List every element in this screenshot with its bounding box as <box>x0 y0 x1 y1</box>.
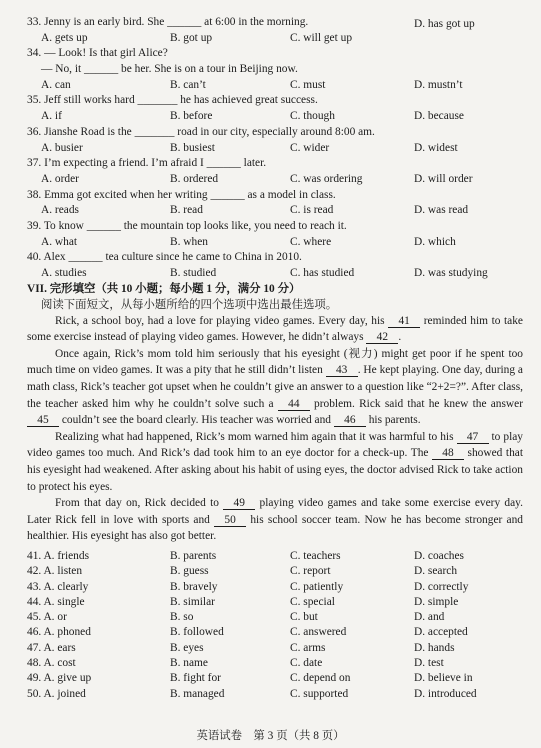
answer-option: 46. A. phoned <box>27 626 91 639</box>
question-33 <box>27 14 523 30</box>
answer-row <box>27 563 523 578</box>
passage-text: showed that his eyesight had weakened. After asking about his habit of using eyes, the doctor advised Rick to take action to protect his eyes. <box>27 447 523 493</box>
passage-paragraph <box>27 495 523 545</box>
passage-text: From that day on, Rick decided to <box>55 497 224 510</box>
option-c: C. must <box>290 78 326 91</box>
option-d: D. was studying <box>414 267 488 279</box>
answer-option: D. and <box>414 611 445 624</box>
answer-option: 45. A. or <box>27 611 67 624</box>
cloze-answers <box>27 548 523 701</box>
passage-text: Once again, Rick’s mom told him seriously that his eyesight (视力) might get poor if he spent too much time on video games. It was a pity that he still didn’t listen <box>27 347 523 377</box>
passage-paragraph <box>27 346 523 429</box>
answer-option: 48. A. cost <box>27 657 76 670</box>
blank-45: 45 <box>27 414 59 427</box>
answer-option: 41. A. friends <box>27 550 90 562</box>
answer-option: C. patiently <box>290 580 344 593</box>
options-40 <box>27 265 523 281</box>
options-38 <box>27 202 523 218</box>
passage-text: reminded him to take some exercise instead of playing video games. However, he didn’t always <box>27 314 523 344</box>
answer-option: D. search <box>414 565 458 578</box>
answer-row <box>27 579 523 594</box>
option-a: A. what <box>41 235 78 248</box>
section-title: VII. 完形填空（共 10 小题；每小题 1 分，满分 10 分） <box>27 282 301 295</box>
option-a: A. studies <box>41 267 87 279</box>
answer-row <box>27 548 523 563</box>
page-footer: 英语试卷 第 3 页（共 8 页） <box>196 730 345 742</box>
passage-text: couldn’t see the board clearly. His teacher was worried and <box>59 414 334 427</box>
option-a: A. if <box>41 110 62 123</box>
options-36 <box>27 140 523 156</box>
options-34 <box>27 77 523 93</box>
options-39 <box>27 234 523 250</box>
option-c: C. wider <box>290 141 330 154</box>
question-39 <box>27 218 523 234</box>
blank-48: 48 <box>432 447 464 460</box>
question-stem: 37. I’m expecting a friend. I’m afraid I ______ later. <box>27 157 267 170</box>
passage-text: Realizing what had happened, Rick’s mom warned him again that it was harmful to his <box>55 430 457 443</box>
option-c: C. was ordering <box>290 172 363 185</box>
answer-option: B. similar <box>170 595 215 608</box>
option-d: D. widest <box>414 141 458 154</box>
question-35 <box>27 92 523 108</box>
answer-row <box>27 640 523 655</box>
passage-paragraph <box>27 313 523 346</box>
answer-option: C. but <box>290 611 318 624</box>
passage-text: Rick, a school boy, had a love for playing video games. Every day, his <box>55 314 389 327</box>
answer-option: 43. A. clearly <box>27 580 89 593</box>
option-d: D. has got up <box>414 18 475 30</box>
answer-row <box>27 609 523 624</box>
answer-option: D. accepted <box>414 626 468 639</box>
answer-row <box>27 594 523 609</box>
passage-text: to play video games too much. And Rick’s dad took him to an eye doctor for a check-up. The <box>27 430 523 460</box>
option-a: A. can <box>41 78 71 91</box>
answer-option: 49. A. give up <box>27 672 92 685</box>
question-stem-2: — No, it ______ be her. She is on a tour in Beijing now. <box>41 63 298 76</box>
question-36 <box>27 124 523 140</box>
passage-text: his parents. <box>365 414 421 427</box>
option-d: D. which <box>414 235 456 248</box>
passage-text: his school soccer team. Now he has become stronger and healthier. His eyesight has also got better. <box>27 513 523 543</box>
option-c: C. will get up <box>290 31 353 44</box>
option-b: B. read <box>170 204 203 217</box>
option-d: D. mustn’t <box>414 78 463 91</box>
answer-option: D. test <box>414 657 444 670</box>
answer-option: B. name <box>170 657 208 670</box>
options-33 <box>27 30 523 46</box>
cloze-passage <box>27 313 523 545</box>
answer-option: 50. A. joined <box>27 687 86 700</box>
question-34-line2 <box>27 61 523 77</box>
passage-paragraph <box>27 429 523 495</box>
answer-option: B. eyes <box>170 641 204 654</box>
answer-option: C. report <box>290 565 331 578</box>
option-d: D. because <box>414 110 464 123</box>
answer-option: C. supported <box>290 687 349 700</box>
question-34 <box>27 45 523 61</box>
passage-text: playing video games and take some exercise every day. Later Rick fell in love with sports and <box>27 497 523 526</box>
option-b: B. studied <box>170 267 217 279</box>
question-stem: 33. Jenny is an early bird. She ______ at 6:00 in the morning. <box>27 16 309 28</box>
passage-text: problem. Rick said that he knew the answer <box>309 397 523 410</box>
answer-option: 47. A. ears <box>27 641 76 654</box>
option-b: B. before <box>170 110 213 123</box>
answer-option: B. managed <box>170 687 225 700</box>
answer-option: D. coaches <box>414 550 464 562</box>
answer-row <box>27 670 523 685</box>
blank-46: 46 <box>334 414 366 427</box>
option-a: A. order <box>41 172 79 185</box>
answer-option: C. teachers <box>290 550 341 562</box>
answer-option: 42. A. listen <box>27 565 83 578</box>
question-stem: 39. To know ______ the mountain top looks like, you need to reach it. <box>27 219 347 232</box>
section-instruction: 阅读下面短文，从每小题所给的四个选项中选出最佳选项。 <box>41 298 338 311</box>
question-40 <box>27 249 523 265</box>
option-c: C. though <box>290 110 335 123</box>
answer-option: D. believe in <box>414 672 473 685</box>
question-37 <box>27 155 523 171</box>
question-stem: 34. — Look! Is that girl Alice? <box>27 47 168 60</box>
question-stem: 38. Emma got excited when her writing ______ as a model in class. <box>27 188 336 201</box>
answer-option: C. special <box>290 595 335 608</box>
blank-49: 49 <box>223 497 255 510</box>
question-stem: 35. Jeff still works hard _______ he has achieved great success. <box>27 94 318 107</box>
blank-44: 44 <box>278 398 310 411</box>
answer-row <box>27 624 523 639</box>
option-a: A. busier <box>41 141 83 154</box>
option-a: A. reads <box>41 204 79 217</box>
option-c: C. where <box>290 235 332 248</box>
answer-row <box>27 686 523 701</box>
answer-option: D. introduced <box>414 687 477 700</box>
blank-50: 50 <box>214 514 246 527</box>
option-b: B. when <box>170 235 208 248</box>
answer-option: C. depend on <box>290 672 351 685</box>
options-37 <box>27 171 523 187</box>
option-a: A. gets up <box>41 31 88 44</box>
answer-option: B. guess <box>170 565 209 578</box>
option-b: B. can’t <box>170 78 206 91</box>
answer-option: B. followed <box>170 626 224 639</box>
option-b: B. got up <box>170 31 213 44</box>
answer-option: B. parents <box>170 550 217 562</box>
answer-option: D. correctly <box>414 580 469 593</box>
blank-42: 42 <box>366 331 398 344</box>
answer-option: B. bravely <box>170 580 218 593</box>
question-38 <box>27 187 523 203</box>
answer-option: C. date <box>290 657 323 670</box>
passage-text: . <box>398 331 402 344</box>
option-b: B. busiest <box>170 141 215 154</box>
answer-option: 44. A. single <box>27 595 85 608</box>
option-d: D. was read <box>414 204 469 217</box>
blank-41: 41 <box>388 315 420 328</box>
answer-option: D. hands <box>414 641 455 654</box>
answer-option: C. answered <box>290 626 347 639</box>
option-c: C. has studied <box>290 267 355 279</box>
blank-47: 47 <box>457 431 489 444</box>
blank-43: 43 <box>326 364 358 377</box>
answer-row <box>27 655 523 670</box>
question-stem: 36. Jianshe Road is the _______ road in our city, especially around 8:00 am. <box>27 125 375 138</box>
option-b: B. ordered <box>170 172 219 185</box>
answer-option: C. arms <box>290 641 326 654</box>
options-35 <box>27 108 523 124</box>
passage-text: . He kept playing. One day, during a math class, Rick’s teacher got upset when he couldn’t give an answer to a question like “2+2=?”. After class, the teacher asked him why he couldn’t solve such a <box>27 364 523 410</box>
answer-option: B. fight for <box>170 672 221 685</box>
option-d: D. will order <box>414 172 473 185</box>
answer-option: D. simple <box>414 595 459 608</box>
question-stem: 40. Alex ______ tea culture since he came to China in 2010. <box>27 251 302 264</box>
answer-option: B. so <box>170 611 194 624</box>
option-c: C. is read <box>290 204 334 217</box>
